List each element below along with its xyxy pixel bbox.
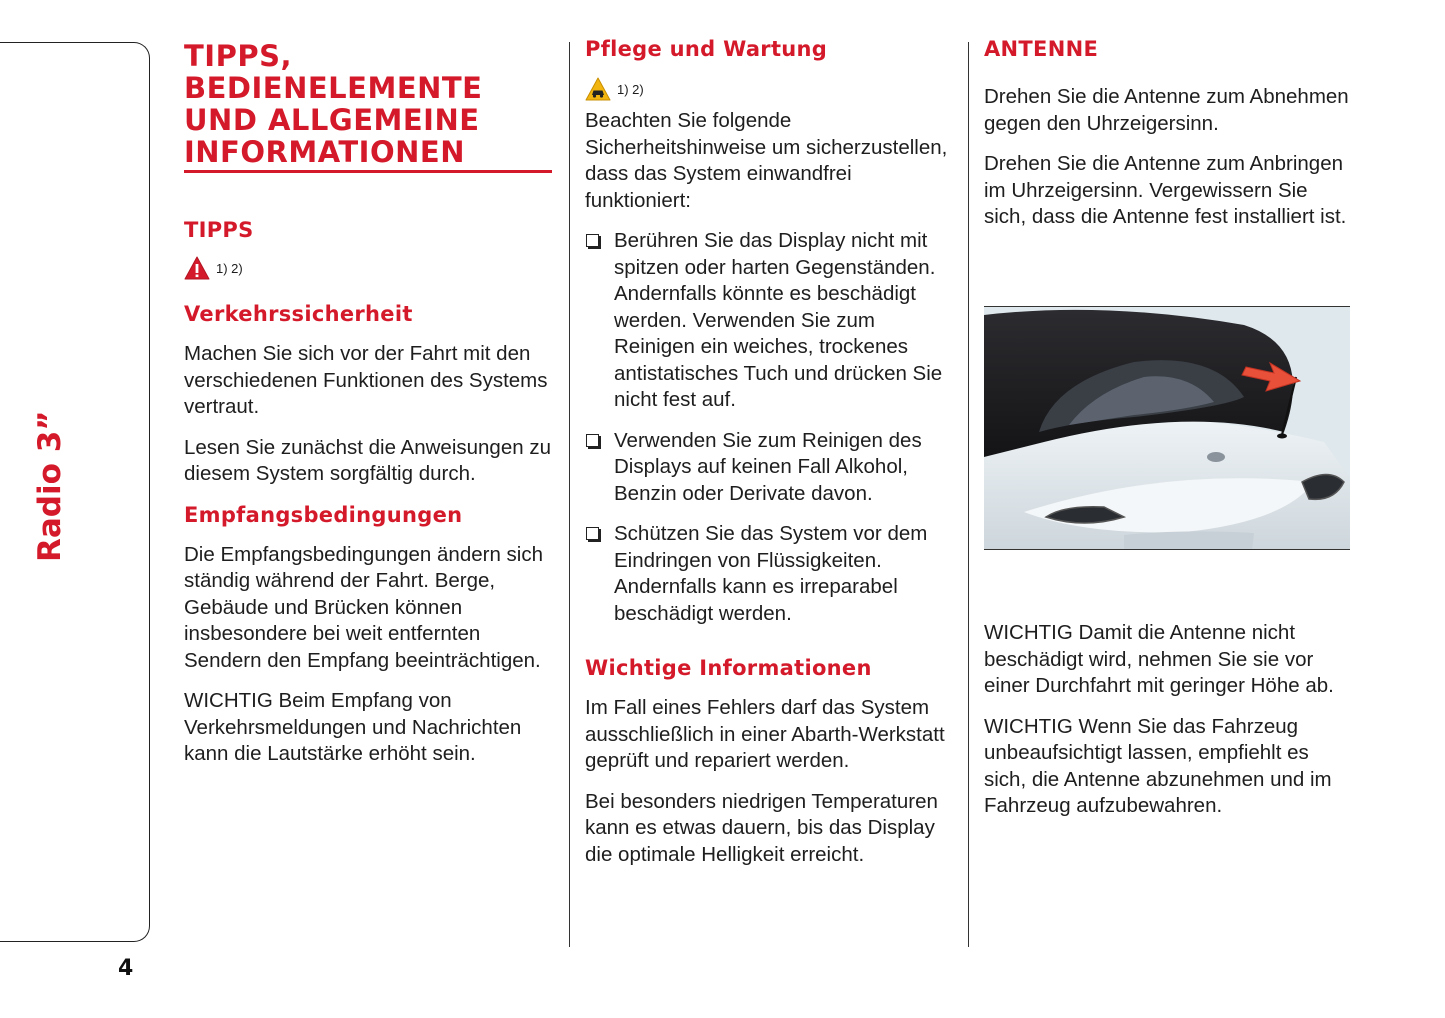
column-1	[184, 34, 556, 768]
info-paragraph-1: Im Fall eines Fehlers darf das System ausschließlich in einer Abarth-Werkstatt geprüft und repariert werden.	[585, 696, 945, 772]
list-item-text: Verwenden Sie zum Reinigen des Displays auf keinen Fall Alkohol, Benzin oder Derivate davon.	[614, 428, 922, 505]
antenna-paragraph-1: Drehen Sie die Antenne zum Abnehmen gegen den Uhrzeigersinn.	[984, 85, 1349, 135]
main-title-line: UND ALLGEMEINE	[184, 103, 480, 137]
care-warning	[585, 74, 957, 104]
tipps-warning	[184, 253, 556, 283]
car-rear-antenna-illustration	[984, 307, 1350, 550]
tipps-heading: TIPPS	[184, 218, 254, 242]
list-item	[585, 428, 957, 508]
reception-paragraph-1: Die Empfangsbedingungen ändern sich ständig während der Fahrt. Berge, Gebäude und Brücken können insbesondere bei weit entfernten Sendern den Empfang beeinträchtigen.	[184, 542, 544, 672]
list-item-text: Schützen Sie das System vor dem Eindringen von Flüssigkeiten. Andernfalls kann es irreparabel beschädigt werden.	[614, 522, 928, 625]
checkbox-bullet-icon	[586, 434, 599, 447]
side-tab-frame	[0, 42, 150, 942]
main-title-line: TIPPS,	[184, 39, 292, 73]
note-1: WICHTIG Damit die Antenne nicht beschädigt wird, nehmen Sie sie vor einer Durchfahrt mit geringer Höhe ab.	[984, 621, 1334, 697]
warning-car-icon	[585, 76, 611, 102]
column-divider	[968, 42, 969, 947]
traffic-safety-heading: Verkehrssicherheit	[184, 302, 413, 326]
main-title-line: INFORMATIONEN	[184, 135, 465, 169]
column-3	[984, 34, 1354, 231]
reception-heading: Empfangsbedingungen	[184, 502, 463, 527]
traffic-paragraph-1: Machen Sie sich vor der Fahrt mit den verschiedenen Funktionen des Systems vertraut.	[184, 342, 548, 418]
note-2: WICHTIG Wenn Sie das Fahrzeug unbeaufsichtigt lassen, empfiehlt es sich, die Antenne abzunehmen und im Fahrzeug aufzubewahren.	[984, 714, 1332, 817]
care-heading: Pflege und Wartung	[585, 37, 828, 61]
care-bullet-list	[585, 228, 957, 627]
main-title	[184, 40, 552, 173]
antenna-photo	[984, 306, 1350, 550]
warning-refs: 1) 2)	[216, 260, 243, 276]
page-number: 4	[118, 956, 134, 981]
care-intro: Beachten Sie folgende Sicherheitshinweise um sicherzustellen, dass das System einwandfrei funktioniert:	[585, 109, 948, 212]
antenna-heading: ANTENNE	[984, 37, 1099, 61]
important-info-heading: Wichtige Informationen	[585, 656, 872, 680]
chapter-side-title: Radio 3”	[32, 410, 68, 562]
warning-refs: 1) 2)	[617, 81, 644, 97]
warning-triangle-icon	[184, 255, 210, 281]
antenna-paragraph-2: Drehen Sie die Antenne zum Anbringen im Uhrzeigersinn. Vergewissern Sie sich, dass die Antenne fest installiert ist.	[984, 152, 1347, 228]
column-2	[585, 34, 957, 868]
info-paragraph-2: Bei besonders niedrigen Temperaturen kann es etwas dauern, bis das Display die optimale Helligkeit erreicht.	[585, 789, 938, 866]
main-title-line: BEDIENELEMENTE	[184, 71, 483, 105]
traffic-paragraph-2: Lesen Sie zunächst die Anweisungen zu diesem System sorgfältig durch.	[184, 435, 551, 485]
list-item	[585, 521, 957, 627]
list-item	[585, 228, 957, 414]
checkbox-bullet-icon	[586, 527, 599, 540]
column-3-notes	[984, 620, 1354, 820]
checkbox-bullet-icon	[586, 234, 599, 247]
column-divider	[569, 42, 570, 947]
reception-paragraph-2: WICHTIG Beim Empfang von Verkehrsmeldungen und Nachrichten kann die Lautstärke erhöht sein.	[184, 689, 522, 765]
list-item-text: Berühren Sie das Display nicht mit spitzen oder harten Gegenständen. Andernfalls könnte es beschädigt werden. Verwenden Sie zum Reinigen ein weiches, trockenes antistatisches Tuch und drücken Sie nicht fest auf.	[614, 229, 943, 411]
